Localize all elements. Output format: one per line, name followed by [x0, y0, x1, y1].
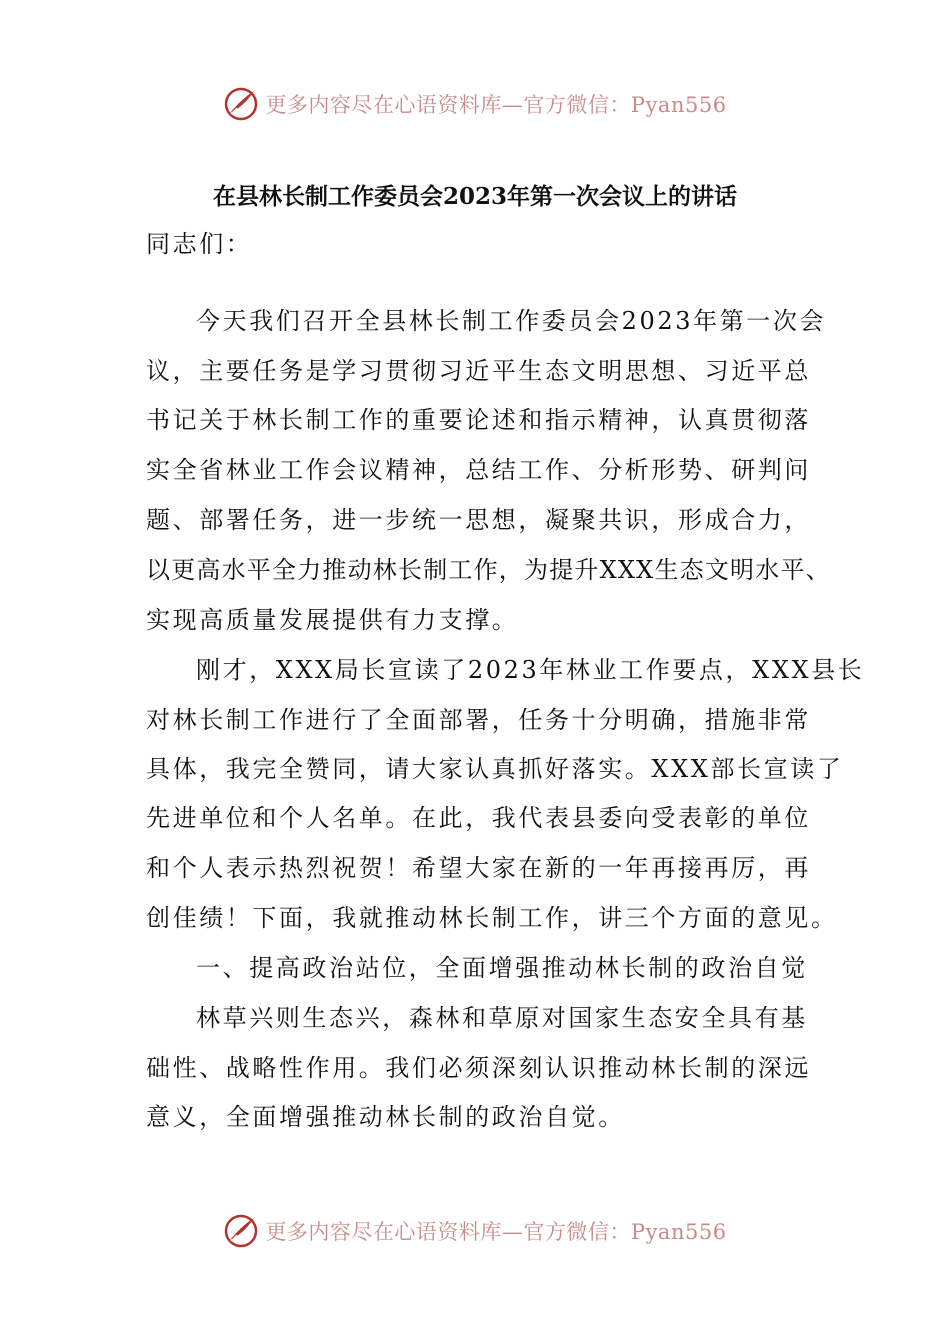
header-watermark	[0, 84, 950, 124]
salutation-line: 同志们：	[146, 230, 253, 258]
paragraph-line: 刚才，XXX局长宣读了2023年林业工作要点，XXX县长	[196, 656, 865, 684]
paragraph-line: 础性、战略性作用。我们必须深刻认识推动林长制的深远	[146, 1054, 811, 1082]
paragraph-line: 实全省林业工作会议精神，总结工作、分析形势、研判问	[146, 456, 811, 484]
paragraph-line: 林草兴则生态兴，森林和草原对国家生态安全具有基	[196, 1004, 808, 1032]
document-title: 在县林长制工作委员会2023年第一次会议上的讲话	[212, 183, 737, 210]
paragraph-line: 议，主要任务是学习贯彻习近平生态文明思想、习近平总	[146, 357, 811, 385]
paragraph-line: 实现高质量发展提供有力支撑。	[146, 606, 519, 634]
quill-logo-icon	[223, 86, 259, 122]
paragraph-line: 对林长制工作进行了全面部署，任务十分明确，措施非常	[146, 706, 811, 734]
paragraph-line: 先进单位和个人名单。在此，我代表县委向受表彰的单位	[146, 804, 811, 832]
paragraph-line: 以更高水平全力推动林长制工作，为提升XXX生态文明水平、	[146, 556, 831, 584]
paragraph-line: 创佳绩！下面，我就推动林长制工作，讲三个方面的意见。	[146, 904, 838, 932]
watermark-text: 更多内容尽在心语资料库—官方微信：Pyan556	[265, 93, 727, 117]
paragraph-line: 书记关于林长制工作的重要论述和指示精神，认真贯彻落	[146, 406, 811, 434]
paragraph-line: 意义，全面增强推动林长制的政治自觉。	[146, 1103, 625, 1131]
paragraph-line: 题、部署任务，进一步统一思想，凝聚共识，形成合力，	[146, 506, 811, 534]
watermark-text: 更多内容尽在心语资料库—官方微信：Pyan556	[265, 1220, 727, 1244]
paragraph-line: 具体，我完全赞同，请大家认真抓好落实。XXX部长宣读了	[146, 755, 844, 783]
paragraph-line: 今天我们召开全县林长制工作委员会2023年第一次会	[196, 307, 827, 335]
paragraph-line: 和个人表示热烈祝贺！希望大家在新的一年再接再厉，再	[146, 854, 811, 882]
section-heading: 一、提高政治站位，全面增强推动林长制的政治自觉	[196, 954, 808, 982]
quill-logo-icon	[223, 1213, 259, 1249]
footer-watermark	[0, 1211, 950, 1251]
